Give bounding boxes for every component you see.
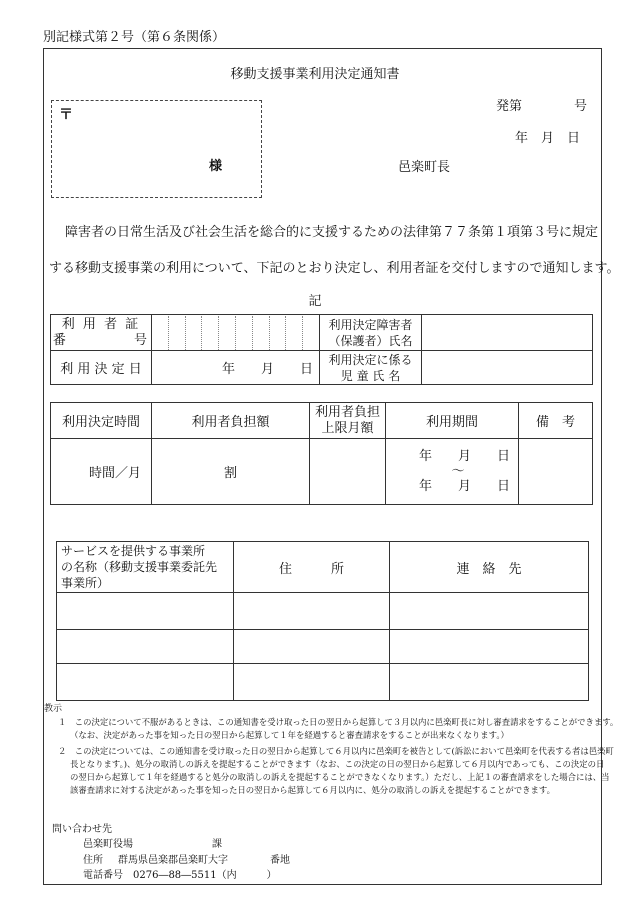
person-label-cell: [320, 315, 422, 351]
child-label-2: 児 童 氏 名: [340, 368, 401, 383]
cap-value[interactable]: [310, 439, 386, 505]
address-box: [51, 100, 262, 198]
note-2a: ２ この決定については、この通知書を受け取った日の翌日から起算して６月以内に邑楽町を被告として(訴訟において邑楽町を代表する者は邑楽町: [58, 746, 614, 756]
issue-number: 発第 号: [496, 99, 588, 114]
hdr-charge-cap-1: 利用者負担: [314, 404, 380, 420]
person-name-field[interactable]: [422, 315, 593, 351]
ratio-value[interactable]: 割: [152, 439, 310, 505]
postal-mark: 〒: [59, 107, 73, 123]
note-2b: 長となります。)、処分の取消しの訴えを提起することができます（なお、この決定の日の翌日から起算して６月以内であっても、この決定の日: [70, 759, 605, 769]
provider-contact-2[interactable]: [390, 630, 589, 664]
period-cell[interactable]: [386, 439, 519, 505]
remarks-value[interactable]: [519, 439, 593, 505]
child-label-1: 利用決定に係る: [328, 352, 413, 367]
hdr-contact: 連 絡 先: [390, 542, 589, 593]
provider-contact-1[interactable]: [390, 593, 589, 630]
note-1a: １ この決定について不服があるときは、この通知書を受け取った日の翌日から起算して３月以内に邑楽町長に対し審査請求をすることができます。: [58, 717, 619, 727]
hdr-remarks: 備 考: [519, 403, 593, 439]
provider-name-2[interactable]: [57, 630, 234, 664]
user-cert-number-cells[interactable]: [152, 315, 320, 351]
user-cert-label-2: 番 号: [52, 332, 150, 348]
body-text-line1: 障害者の日常生活及び社会生活を総合的に支援するための法律第７７条第１項第３号に規定: [65, 225, 599, 240]
ki-label: 記: [308, 294, 322, 309]
usage-table: [50, 402, 593, 505]
child-name-field[interactable]: [422, 351, 593, 385]
provider-table: [56, 541, 589, 701]
hdr-provider-3: 事業所）: [61, 576, 110, 590]
hdr-period: 利用期間: [386, 403, 519, 439]
user-cert-label-cell: [51, 315, 152, 351]
contact-division: 課: [212, 839, 222, 850]
time-per-month[interactable]: 時間／月: [51, 439, 152, 505]
hdr-charge-cap: [310, 403, 386, 439]
hdr-user-charge: 利用者負担額: [152, 403, 310, 439]
document-title: 移動支援事業利用決定通知書: [230, 67, 400, 82]
hdr-address: 住 所: [234, 542, 390, 593]
decision-date-label: 利 用 決 定 日: [51, 351, 152, 385]
provider-address-2[interactable]: [234, 630, 390, 664]
issuer: 邑楽町長: [398, 160, 451, 175]
period-start: 年 月 日: [418, 448, 510, 464]
contact-address-label: 住所: [83, 855, 103, 866]
body-text-line2: する移動支援事業の利用について、下記のとおり決定し、利用者証を交付しますので通知します。: [49, 261, 620, 276]
form-header: 別記様式第２号（第６条関係）: [43, 30, 226, 45]
user-info-table: [50, 314, 593, 385]
period-end: 年 月 日: [418, 478, 510, 494]
person-label-2: （保護者）氏名: [328, 333, 413, 348]
provider-name-3[interactable]: [57, 664, 234, 701]
period-tilde: ～: [451, 463, 465, 479]
decision-date-value[interactable]: 年 月 日: [152, 351, 320, 385]
contact-label: 問い合わせ先: [52, 824, 112, 835]
user-cert-label-1: 利 用 者 証: [61, 316, 141, 332]
contact-office: 邑楽町役場: [83, 839, 133, 850]
provider-address-3[interactable]: [234, 664, 390, 701]
hdr-provider: [57, 542, 234, 593]
hdr-decision-time: 利用決定時間: [51, 403, 152, 439]
person-label-1: 利用決定障害者: [328, 317, 413, 332]
note-2c: の翌日から起算して１年を経過すると処分の取消しの訴えを提起することができなくなります。）ただし、上記１の審査請求をした場合には、当: [70, 772, 610, 782]
hdr-charge-cap-2: 上限月額: [321, 420, 374, 436]
hdr-provider-1: サービスを提供する事業所: [61, 544, 206, 558]
honorific-sama: 様: [209, 159, 223, 174]
provider-contact-3[interactable]: [390, 664, 589, 701]
provider-address-1[interactable]: [234, 593, 390, 630]
note-2d: 該審査請求に対する決定があった事を知った日の翌日から起算して６月以内に、処分の取消しの訴えを提起することができます。: [70, 785, 555, 795]
contact-banchi: 番地: [270, 855, 290, 866]
provider-name-1[interactable]: [57, 593, 234, 630]
contact-phone: 0276―88―5511（内 ）: [133, 870, 277, 881]
issue-date: 年 月 日: [515, 131, 581, 146]
hdr-provider-2: の名称（移動支援事業委託先: [61, 560, 218, 574]
contact-address: 群馬県邑楽郡邑楽町大字: [118, 855, 228, 866]
notes-label: 教示: [44, 704, 63, 714]
contact-phone-label: 電話番号: [83, 870, 123, 881]
child-label-cell: [320, 351, 422, 385]
note-1b: （なお、決定があった事を知った日の翌日から起算して１年を経過すると審査請求をすることが出来なくなります。）: [70, 730, 509, 740]
